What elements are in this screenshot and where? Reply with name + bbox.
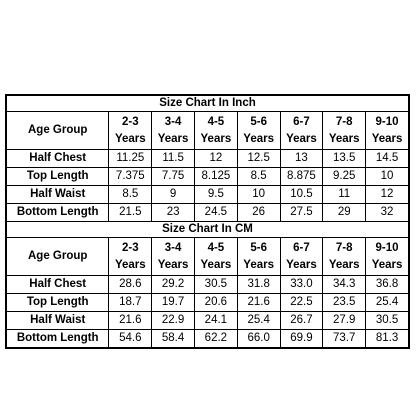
row-label: Top Length [7,168,109,186]
table-row [7,168,409,186]
cm-table-title: Size Chart In CM [7,222,409,238]
table-row [7,204,409,222]
age-unit: Years [157,132,189,145]
table-cell: 11.5 [152,150,195,168]
age-group-header: Age Group [7,112,109,150]
table-cell: 8.125 [194,168,237,186]
age-unit: Years [328,132,360,145]
age-group-col [194,238,237,276]
size-chart [5,94,410,349]
age-group-col [237,238,280,276]
table-cell: 7.75 [152,168,195,186]
table-cell: 34.3 [323,276,366,294]
age-group-col [152,238,195,276]
table-cell: 29.2 [152,276,195,294]
age-group-col [152,112,195,150]
age-group-col [280,112,323,150]
table-row [7,150,409,168]
table-cell: 30.5 [194,276,237,294]
table-cell: 10.5 [280,186,323,204]
table-cell: 26 [237,204,280,222]
size-chart-table [6,95,409,348]
row-label: Bottom Length [7,330,109,348]
table-cell: 62.2 [194,330,237,348]
table-cell: 10 [366,168,409,186]
row-label: Half Waist [7,312,109,330]
table-cell: 13 [280,150,323,168]
table-cell: 23 [152,204,195,222]
table-cell: 8.5 [237,168,280,186]
age-unit: Years [371,258,403,271]
age-range: 2-3 [122,115,139,128]
table-cell: 30.5 [366,312,409,330]
age-group-col [237,112,280,150]
table-cell: 27.5 [280,204,323,222]
cm-title-row [7,222,409,238]
table-cell: 22.5 [280,294,323,312]
inch-title-row [7,96,409,112]
age-unit: Years [114,132,146,145]
table-cell: 9.25 [323,168,366,186]
age-unit: Years [286,132,317,145]
age-unit: Years [328,258,360,271]
table-cell: 21.5 [109,204,152,222]
table-row [7,186,409,204]
age-unit: Years [243,258,274,271]
age-group-header: Age Group [7,238,109,276]
age-unit: Years [243,132,274,145]
age-range: 6-7 [293,115,310,128]
age-group-col [323,238,366,276]
table-cell: 12.5 [237,150,280,168]
row-label: Half Chest [7,276,109,294]
age-range: 9-10 [375,241,399,254]
table-cell: 12 [366,186,409,204]
table-cell: 54.6 [109,330,152,348]
row-label: Half Waist [7,186,109,204]
table-cell: 21.6 [109,312,152,330]
table-cell: 11 [323,186,366,204]
table-cell: 25.4 [366,294,409,312]
table-cell: 24.1 [194,312,237,330]
table-cell: 19.7 [152,294,195,312]
row-label: Bottom Length [7,204,109,222]
age-range: 6-7 [293,241,310,254]
table-cell: 25.4 [237,312,280,330]
table-cell: 24.5 [194,204,237,222]
table-cell: 66.0 [237,330,280,348]
age-group-col [366,238,409,276]
age-range: 3-4 [164,115,182,128]
table-cell: 23.5 [323,294,366,312]
age-group-col [323,112,366,150]
age-range: 2-3 [122,241,139,254]
table-row [7,294,409,312]
age-range: 3-4 [164,241,182,254]
table-cell: 31.8 [237,276,280,294]
table-cell: 81.3 [366,330,409,348]
table-cell: 8.875 [280,168,323,186]
table-cell: 14.5 [366,150,409,168]
age-range: 5-6 [250,241,267,254]
age-unit: Years [114,258,146,271]
age-unit: Years [371,132,403,145]
table-row [7,330,409,348]
age-range: 9-10 [375,115,399,128]
table-cell: 21.6 [237,294,280,312]
table-cell: 9 [152,186,195,204]
age-unit: Years [157,258,189,271]
table-cell: 73.7 [323,330,366,348]
table-cell: 12 [194,150,237,168]
age-unit: Years [286,258,317,271]
age-range: 5-6 [250,115,267,128]
age-range: 4-5 [207,241,225,254]
table-cell: 10 [237,186,280,204]
row-label: Half Chest [7,150,109,168]
table-cell: 20.6 [194,294,237,312]
table-cell: 18.7 [109,294,152,312]
age-group-col [194,112,237,150]
age-range: 7-8 [335,115,353,128]
age-unit: Years [200,258,232,271]
age-group-col [109,238,152,276]
age-range: 4-5 [207,115,225,128]
age-range: 7-8 [335,241,353,254]
row-label: Top Length [7,294,109,312]
table-cell: 33.0 [280,276,323,294]
inch-header-row [7,112,409,150]
age-group-col [280,238,323,276]
table-cell: 8.5 [109,186,152,204]
table-cell: 36.8 [366,276,409,294]
age-group-col [366,112,409,150]
table-cell: 28.6 [109,276,152,294]
table-row [7,276,409,294]
table-cell: 27.9 [323,312,366,330]
inch-table-title: Size Chart In Inch [7,96,409,112]
table-cell: 29 [323,204,366,222]
table-row [7,312,409,330]
cm-header-row [7,238,409,276]
table-cell: 7.375 [109,168,152,186]
age-group-col [109,112,152,150]
age-unit: Years [200,132,232,145]
table-cell: 26.7 [280,312,323,330]
table-cell: 13.5 [323,150,366,168]
table-cell: 11.25 [109,150,152,168]
table-cell: 9.5 [194,186,237,204]
table-cell: 32 [366,204,409,222]
table-cell: 58.4 [152,330,195,348]
table-cell: 69.9 [280,330,323,348]
table-cell: 22.9 [152,312,195,330]
